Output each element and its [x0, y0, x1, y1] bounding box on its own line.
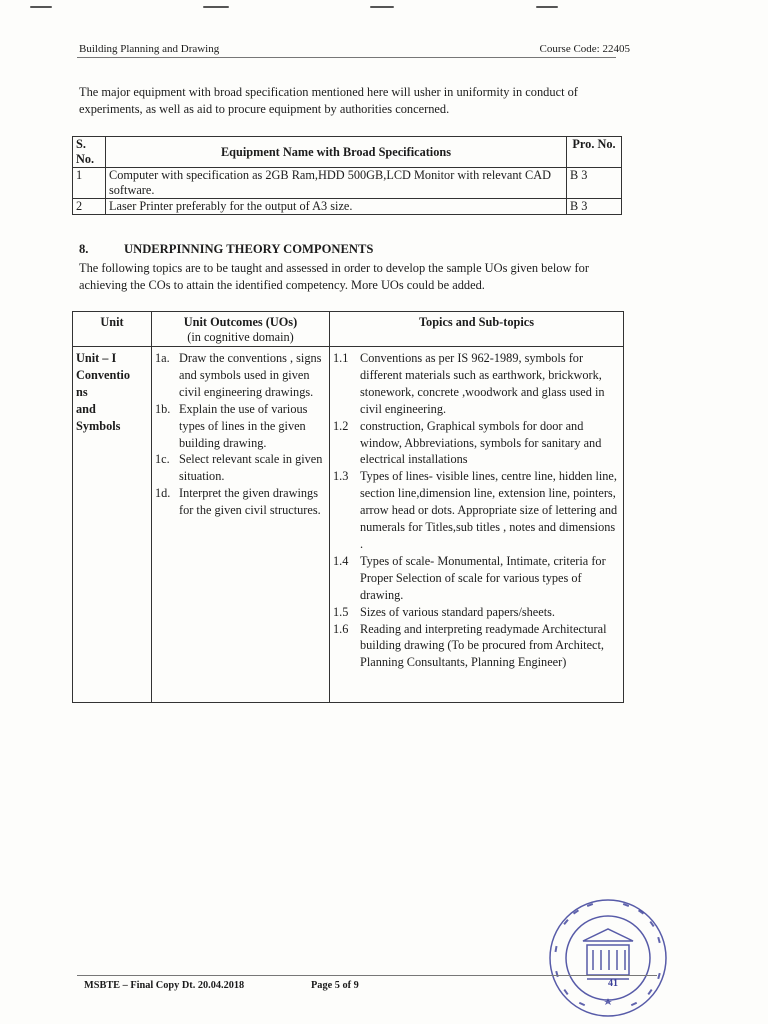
unit-name — [73, 347, 152, 703]
unit-name-line: Unit – I — [76, 351, 117, 365]
unit-outcomes-table — [72, 311, 624, 703]
topics — [330, 347, 624, 703]
col-topics: Topics and Sub-topics — [330, 312, 624, 347]
outcome-text: Explain the use of various types of lines in the given building drawing. — [179, 401, 308, 450]
header-course-title: Building Planning and Drawing — [79, 43, 220, 55]
header-course-code: Course Code: 22405 — [539, 43, 630, 55]
outcome-list — [155, 350, 326, 519]
row-equipment: Laser Printer preferably for the output of A3 size. — [106, 199, 567, 215]
unit-name-line: Symbols — [76, 419, 121, 433]
section-title: UNDERPINNING THEORY COMPONENTS — [124, 242, 374, 256]
intro-paragraph: The major equipment with broad specification mentioned here will usher in uniformity in conduct of experiments, as well as aid to procure equipment by authorities concerned. — [79, 85, 578, 116]
topic-number: 1.3 — [333, 469, 349, 484]
unit-name-line: Conventio — [76, 368, 130, 382]
list-item — [155, 350, 326, 401]
topic-number: 1.1 — [333, 351, 349, 365]
row-sno: 1 — [73, 168, 106, 199]
list-item — [333, 553, 620, 604]
topic-text: construction, Graphical symbols for door and window, Abbreviations, symbols for sanitary and electrical installations — [360, 418, 602, 467]
uo-header-subtitle: (in cognitive domain) — [187, 330, 294, 344]
col-unit-outcomes — [152, 312, 330, 347]
uo-header-row — [73, 312, 624, 347]
section-intro: The following topics are to be taught and assessed in order to develop the sample UOs given below for achieving the COs to attain the identified competency. More UOs could be added. — [79, 261, 589, 292]
institution-seal — [543, 893, 673, 1023]
topic-text: Conventions as per IS 962-1989, symbols for different materials such as earthwork, brickwork, stonework, concrete ,woodwork and glass used in civil engineering. — [360, 351, 605, 416]
topic-number: 1.5 — [333, 604, 349, 619]
list-item — [155, 451, 326, 485]
list-item — [333, 621, 620, 672]
col-unit: Unit — [73, 312, 152, 347]
footer-copy-date: MSBTE – Final Copy Dt. 20.04.2018 — [84, 980, 245, 991]
footer-page-number: Page 5 of 9 — [311, 980, 359, 991]
outcome-text: Select relevant scale in given situation. — [179, 452, 323, 484]
list-item — [333, 604, 620, 621]
list-item — [333, 468, 620, 553]
list-item — [155, 485, 326, 519]
topic-number: 1.4 — [333, 553, 349, 568]
topic-text: Sizes of various standard papers/sheets. — [360, 604, 555, 619]
outcome-number: 1d. — [155, 486, 171, 501]
uo-header-title: Unit Outcomes (UOs) — [183, 315, 298, 329]
equipment-table — [72, 136, 622, 215]
topic-number: 1.6 — [333, 621, 349, 636]
outcome-text: Interpret the given drawings for the given civil structures. — [179, 486, 321, 518]
topic-text: Types of scale- Monumental, Intimate, criteria for Proper Selection of scale for various types of drawing. — [360, 553, 606, 602]
outcome-text: Draw the conventions , signs and symbols used in given civil engineering drawings. — [179, 351, 322, 399]
row-pro-no: B 3 — [567, 199, 622, 215]
list-item — [333, 418, 620, 469]
row-sno: 2 — [73, 199, 106, 215]
col-equipment: Equipment Name with Broad Specifications — [106, 137, 567, 168]
list-item — [333, 350, 620, 418]
header-divider — [77, 57, 616, 58]
seal-page-number: 41 — [608, 978, 618, 989]
table-row — [73, 168, 622, 199]
table-row — [73, 199, 622, 215]
section-number: 8. — [79, 242, 89, 256]
unit-name-line: and — [76, 402, 96, 416]
table-row — [73, 347, 624, 703]
unit-outcomes — [152, 347, 330, 703]
unit-name-line: ns — [76, 385, 88, 399]
section-heading — [79, 242, 373, 257]
topic-text: Reading and interpreting readymade Architectural building drawing (To be procured from Architect, Planning Consultants, Planning Engineer) — [360, 621, 607, 670]
col-sno: S. No. — [73, 137, 106, 168]
outcome-number: 1b. — [155, 401, 171, 416]
outcome-number: 1c. — [155, 452, 170, 467]
outcome-number: 1a. — [155, 351, 170, 365]
topic-number: 1.2 — [333, 418, 349, 433]
footer-divider — [77, 975, 657, 976]
equipment-header-row — [73, 137, 622, 168]
row-pro-no: B 3 — [567, 168, 622, 199]
col-pro-no: Pro. No. — [567, 137, 622, 168]
row-equipment: Computer with specification as 2GB Ram,HDD 500GB,LCD Monitor with relevant CAD software. — [106, 168, 567, 199]
list-item — [155, 401, 326, 452]
topic-list — [333, 350, 620, 671]
topic-text: Types of lines- visible lines, centre line, hidden line, section line,dimension line, extension line, pointers, arrow head or dots. Appropriate size of lettering and numerals for Titles,sub titles , notes and dimensions . — [360, 469, 618, 551]
